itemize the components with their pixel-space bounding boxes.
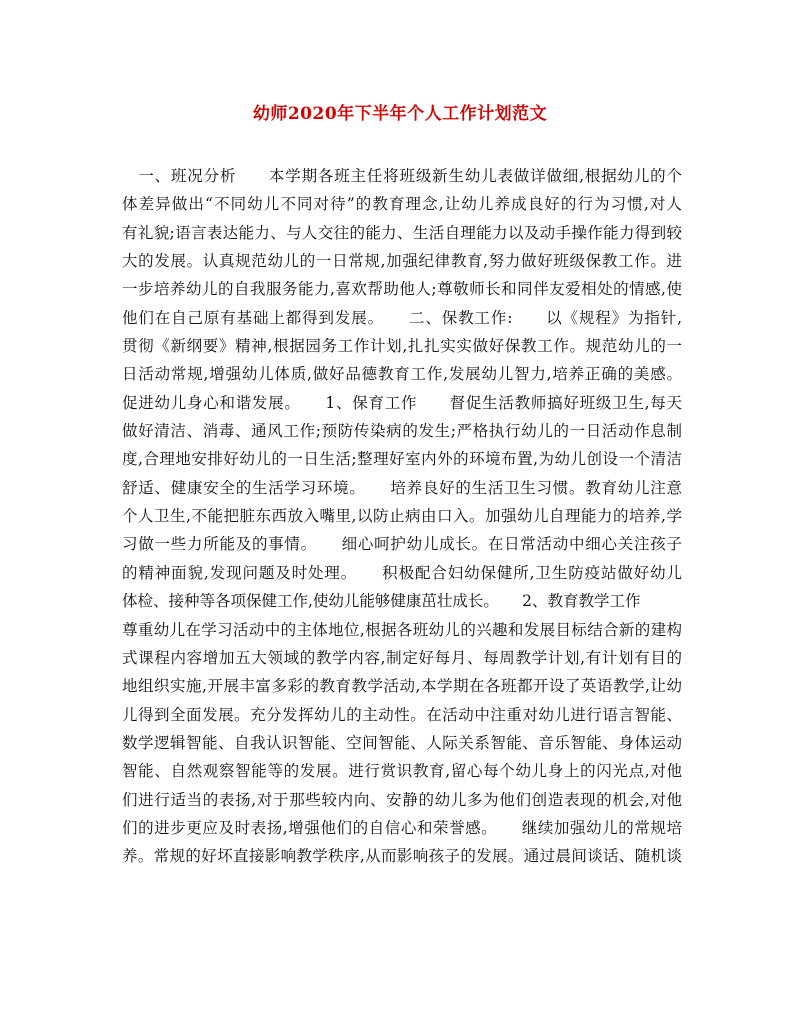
body-line: 做好清洁、消毒、通风工作;预防传染病的发生;严格执行幼儿的一日活动作息制 — [122, 422, 682, 441]
body-line: 养。常规的好坏直接影响教学秩序,从而影响孩子的发展。通过晨间谈话、随机谈 — [122, 847, 682, 866]
body-line: 式课程内容增加五大领域的教学内容,制定好每月、每周教学计划,有计划有目的 — [122, 648, 682, 667]
body-line: 们进行适当的表扬,对于那些较内向、安静的幼儿多为他们创造表现的机会,对他 — [122, 790, 682, 809]
body-line: 有礼貌;语言表达能力、与人交往的能力、生活自理能力以及动手操作能力得到较 — [122, 223, 682, 242]
body-line: 大的发展。认真规范幼儿的一日常规,加强纪律教育,努力做好班级保教工作。进 — [122, 252, 682, 271]
body-line: 的精神面貌,发现问题及时处理。 积极配合妇幼保健所,卫生防疫站做好幼儿 — [122, 563, 682, 582]
body-line: 体差异做出“不同幼儿不同对待”的教育理念,让幼儿养成良好的行为习惯,对人 — [122, 195, 682, 214]
body-line: 舒适、健康安全的生活学习环境。 培养良好的生活卫生习惯。教育幼儿注意 — [122, 478, 682, 497]
body-line: 一步培养幼儿的自我服务能力,喜欢帮助他人;尊敬师长和同伴友爱相处的情感,使 — [122, 280, 682, 299]
body-line: 尊重幼儿在学习活动中的主体地位,根据各班幼儿的兴趣和发展目标结合新的建构 — [122, 620, 682, 639]
body-line: 度,合理地安排好幼儿的一日生活;整理好室内外的环境布置,为幼儿创设一个清洁 — [122, 450, 682, 469]
body-line: 一、班况分析 本学期各班主任将班级新生幼儿表做详做细,根据幼儿的个 — [122, 167, 682, 185]
body-line: 们的进步更应及时表扬,增强他们的自信心和荣誉感。 继续加强幼儿的常规培 — [122, 818, 682, 837]
body-line: 体检、接种等各项保健工作,使幼儿能够健康茁壮成长。 2、教育教学工作 — [122, 592, 641, 611]
body-line: 促进幼儿身心和谐发展。 1、保育工作 督促生活教师搞好班级卫生,每天 — [122, 393, 682, 412]
body-line: 儿得到全面发展。充分发挥幼儿的主动性。在活动中注重对幼儿进行语言智能、 — [122, 705, 682, 724]
body-line: 智能、自然观察智能等的发展。进行赏识教育,留心每个幼儿身上的闪光点,对他 — [122, 762, 682, 781]
body-line: 贯彻《新纲要》精神,根据园务工作计划,扎扎实实做好保教工作。规范幼儿的一 — [122, 337, 682, 356]
body-line: 习做一些力所能及的事情。 细心呵护幼儿成长。在日常活动中细心关注孩子 — [122, 535, 682, 554]
body-line: 地组织实施,开展丰富多彩的教育教学活动,本学期在各班都开设了英语教学,让幼 — [122, 677, 682, 696]
body-line: 日活动常规,增强幼儿体质,做好品德教育工作,发展幼儿智力,培养正确的美感。 — [122, 365, 682, 384]
body-line: 数学逻辑智能、自我认识智能、空间智能、人际关系智能、音乐智能、身体运动 — [122, 733, 682, 752]
body-line: 个人卫生,不能把脏东西放入嘴里,以防止病由口入。加强幼儿自理能力的培养,学 — [122, 507, 682, 526]
document-body — [122, 162, 682, 871]
body-line: 他们在自己原有基础上都得到发展。 二、保教工作: 以《规程》为指针, — [122, 308, 682, 327]
document-title: 幼师2020年下半年个人工作计划范文 — [252, 104, 548, 124]
